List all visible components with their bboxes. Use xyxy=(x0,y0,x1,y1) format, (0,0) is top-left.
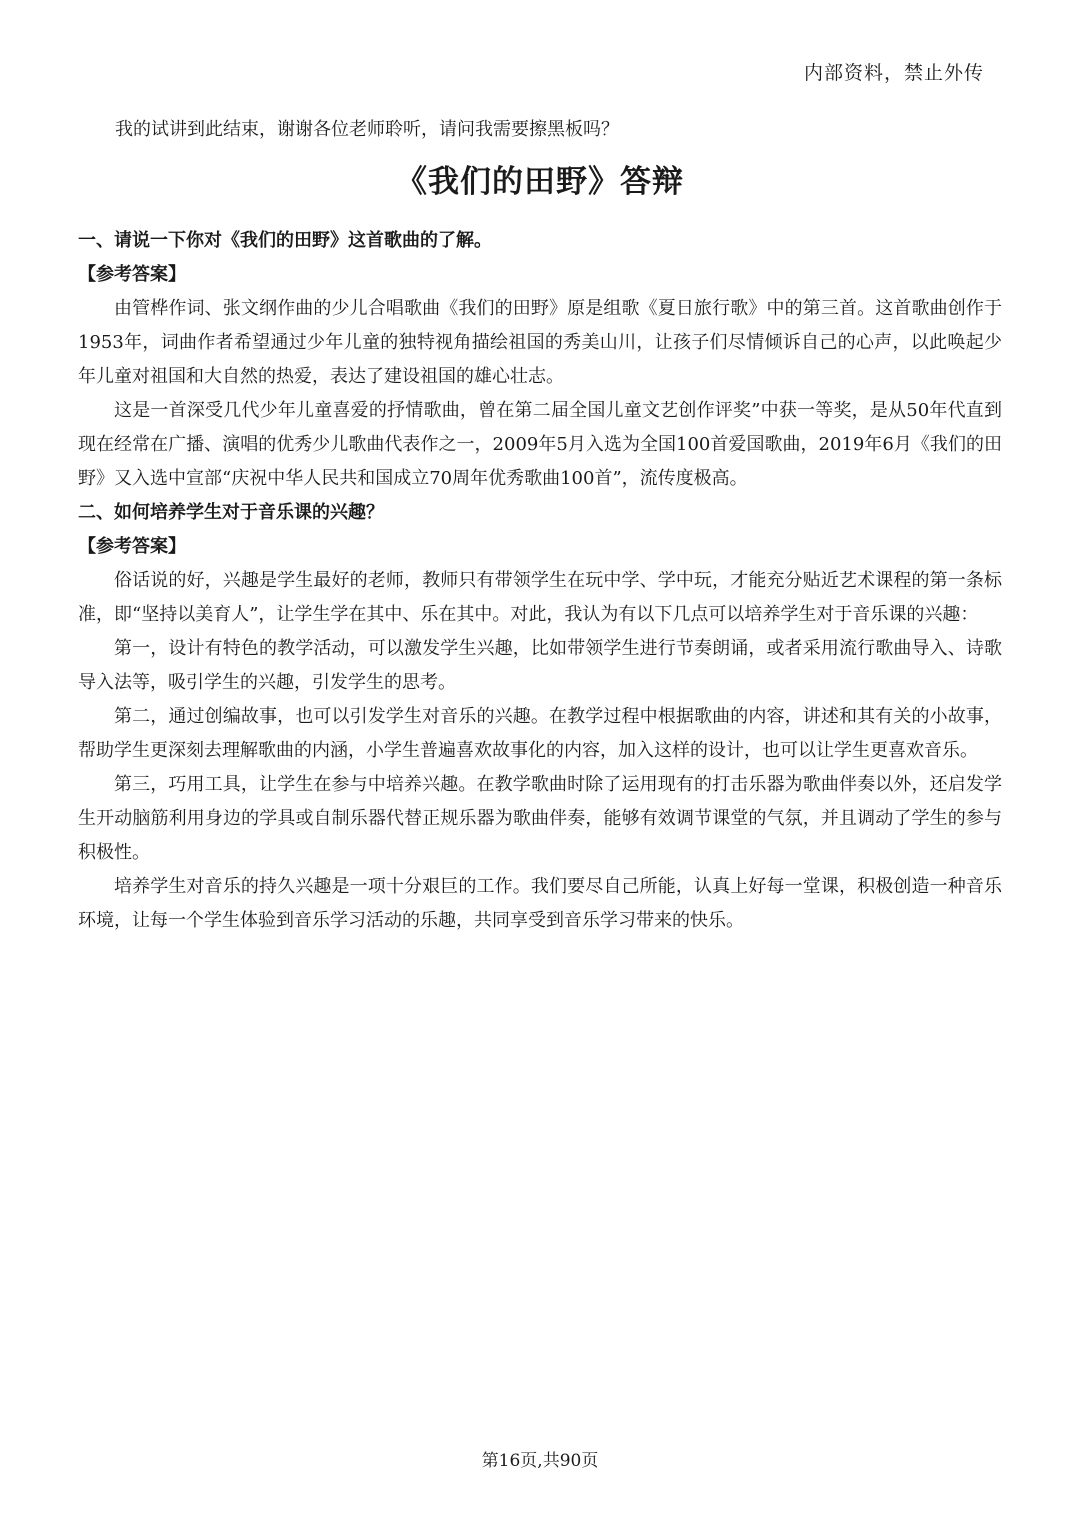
page-title: 《我们的田野》答辩 xyxy=(396,164,684,200)
answer-paragraph: 这是一首深受几代少年儿童喜爱的抒情歌曲，曾在第二届全国儿童文艺创作评奖”中获一等奖，是从50年代直到现在经常在广播、演唱的优秀少儿歌曲代表作之一，2009年5月入选为全国100首爱国歌曲，2019年6月《我们的田野》又入选中宣部“庆祝中华人民共和国成立70周年优秀歌曲100首”，流传度极高。 xyxy=(78,400,1002,489)
answer-paragraph: 培养学生对音乐的持久兴趣是一项十分艰巨的工作。我们要尽自己所能，认真上好每一堂课，积极创造一种音乐环境，让每一个学生体验到音乐学习活动的乐趣，共同享受到音乐学习带来的快乐。 xyxy=(78,876,1002,931)
answer-paragraph: 俗话说的好，兴趣是学生最好的老师，教师只有带领学生在玩中学、学中玩，才能充分贴近艺术课程的第一条标准，即“坚持以美育人”，让学生学在其中、乐在其中。对此，我认为有以下几点可以培养学生对于音乐课的兴趣： xyxy=(78,570,1002,625)
answer-label: 【参考答案】 xyxy=(78,536,186,557)
answer-label: 【参考答案】 xyxy=(78,264,186,285)
intro-line: 我的试讲到此结束，谢谢各位老师聆听，请问我需要擦黑板吗？ xyxy=(115,119,619,140)
answer-paragraph: 由管桦作词、张文纲作曲的少儿合唱歌曲《我们的田野》原是组歌《夏日旅行歌》中的第三首。这首歌曲创作于1953年，词曲作者希望通过少年儿童的独特视角描绘祖国的秀美山川，让孩子们尽情倾诉自己的心声，以此唤起少年儿童对祖国和大自然的热爱，表达了建设祖国的雄心壮志。 xyxy=(78,298,1002,387)
section-1 xyxy=(78,224,1002,496)
qa-content xyxy=(78,224,1002,938)
answer-paragraph: 第一，设计有特色的教学活动，可以激发学生兴趣，比如带领学生进行节奏朗诵，或者采用流行歌曲导入、诗歌导入法等，吸引学生的兴趣，引发学生的思考。 xyxy=(78,638,1002,693)
answer-paragraph: 第二，通过创编故事，也可以引发学生对音乐的兴趣。在教学过程中根据歌曲的内容，讲述和其有关的小故事，帮助学生更深刻去理解歌曲的内涵，小学生普遍喜欢故事化的内容，加入这样的设计，也可以让学生更喜欢音乐。 xyxy=(78,706,1002,761)
answer-paragraph: 第三，巧用工具，让学生在参与中培养兴趣。在教学歌曲时除了运用现有的打击乐器为歌曲伴奏以外，还启发学生开动脑筋利用身边的学具或自制乐器代替正规乐器为歌曲伴奏，能够有效调节课堂的气氛，并且调动了学生的参与积极性。 xyxy=(78,774,1002,863)
question-heading: 一、请说一下你对《我们的田野》这首歌曲的了解。 xyxy=(78,230,492,251)
page-number: 第16页,共90页 xyxy=(481,1451,599,1471)
section-2 xyxy=(78,496,1002,938)
confidential-note: 内部资料，禁止外传 xyxy=(803,62,984,84)
question-heading: 二、如何培养学生对于音乐课的兴趣？ xyxy=(78,502,384,523)
